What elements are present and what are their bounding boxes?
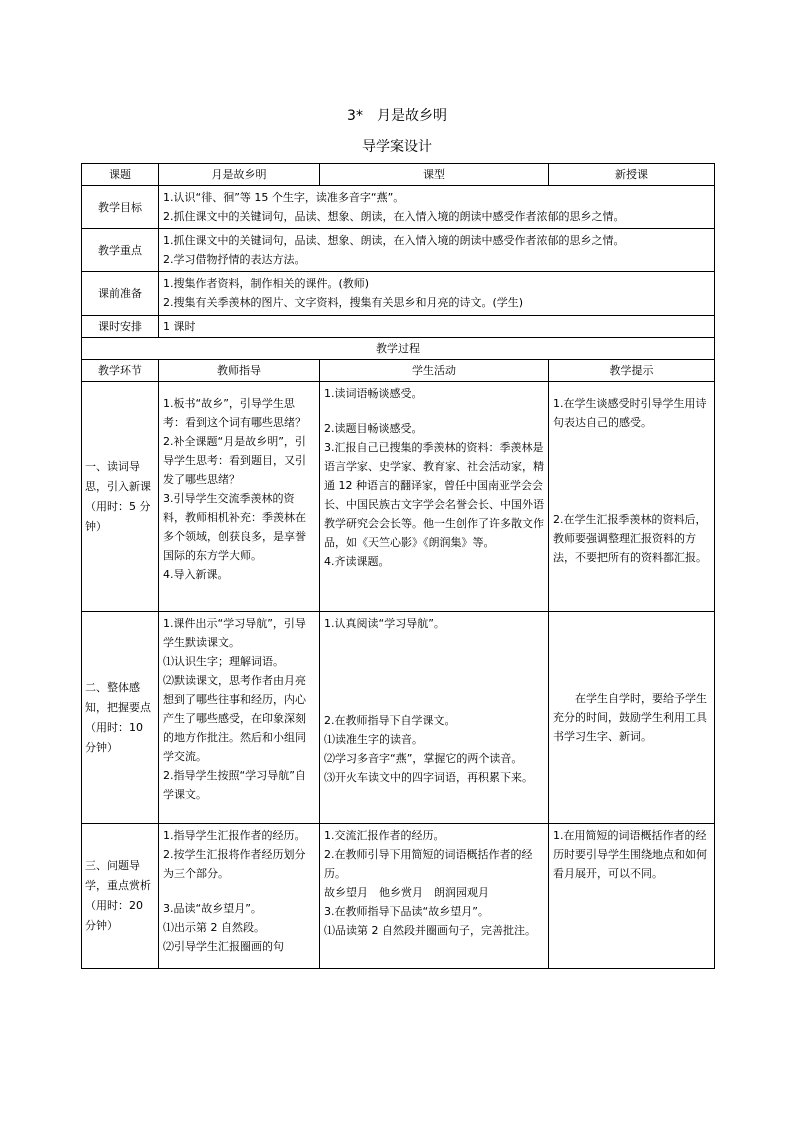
row2-student-5: ⑶开火车读文中的四字词语，再积累下来。 (324, 771, 533, 784)
row3-teacher-1: 1.指导学生汇报作者的经历。 (163, 829, 306, 842)
row3-tips (549, 824, 715, 969)
prep-content (159, 272, 715, 316)
goals-line-1: 1.认识“徘、徊”等 15 个生字，读准多音字“燕”。 (163, 191, 405, 204)
row2-teacher-3: ⑵默读课文，思考作者由月亮想到了哪些往事和经历，内心产生了哪些感受，在印象深刻的地方作批注。然后和小组同学交流。 (163, 674, 306, 763)
col-student: 学生活动 (320, 360, 549, 382)
page-title: 3* 月是故乡明 (347, 108, 447, 124)
row2-tip-1: 在学生自学时，要给予学生充分的时间，鼓励学生利用工具书学习生字、新词。 (553, 692, 707, 743)
row1-teacher-1: 1.板书“故乡”，引导学生思考：看到这个词有哪些思绪？ (163, 397, 306, 429)
row3-student-3: 故乡望月 他乡赏月 朗润园观月 (324, 886, 489, 899)
header-type-value: 新授课 (549, 164, 715, 186)
process-title: 教学过程 (82, 338, 715, 360)
row3-student-5: ⑴品读第 2 自然段并圈画句子，完善批注。 (324, 924, 536, 937)
row2-stage: 二、整体感知，把握要点（用时：10 分钟） (82, 612, 159, 824)
prep-label: 课前准备 (82, 272, 159, 316)
row1-student-4: 4.齐读课题。 (324, 555, 390, 568)
header-topic-label: 课题 (82, 164, 159, 186)
row2-student-1: 1.认真阅读“学习导航”。 (324, 617, 445, 630)
row2-teacher (159, 612, 320, 824)
row2-student-4: ⑵学习多音字“燕”，掌握它的两个读音。 (324, 752, 523, 765)
row1-stage: 一、读词导思，引入新课（用时：5 分钟） (82, 382, 159, 612)
key-line-1: 1.抓住课文中的关键词句，品读、想象、朗读，在入情入境的朗读中感受作者浓郁的思乡之情。 (163, 234, 625, 247)
row3-teacher-2: 2.按学生汇报将作者经历划分为三个部分。 (163, 848, 306, 880)
row1-student-2: 2.读题目畅谈感受。 (324, 422, 423, 435)
goals-label: 教学目标 (82, 186, 159, 229)
row3-student-4: 3.在教师指导下品读“故乡望月”。 (324, 905, 489, 918)
row2-teacher-2: ⑴认识生字；理解词语。 (163, 655, 284, 668)
lesson-plan-table (81, 163, 715, 969)
page-subtitle: 导学案设计 (362, 139, 432, 155)
row2-student (320, 612, 549, 824)
goals-content (159, 186, 715, 229)
row3-tip-1: 1.在用简短的词语概括作者的经历时要引导学生围绕地点和如何看月展开，可以不同。 (553, 829, 707, 880)
row1-teacher-3: 3.引导学生交流季羡林的资料，教师相机补充：季羡林在多个领域，创获良多，是享誉国际的东方学大师。 (163, 492, 306, 562)
row2-teacher-1: 1.课件出示“学习导航”，引导学生默读课文。 (163, 617, 306, 649)
row1-student-3: 3.汇报自己已搜集的季羡林的资料：季羡林是语言学家、史学家、教育家、社会活动家，精通 12 种语言的翻译家，曾任中国南亚学会会长、中国民族古文字学会名誉会长、中国外语教学研究会会长等。他一生创作了许多散文作品，如《天竺心影》《朗润集》等。 (324, 441, 544, 549)
col-stage: 教学环节 (82, 360, 159, 382)
row3-teacher-3: 3.品读“故乡望月”。 (163, 902, 262, 915)
row1-teacher-4: 4.导入新课。 (163, 568, 229, 581)
row1-student (320, 382, 549, 612)
prep-line-1: 1.搜集作者资料，制作相关的课件。(教师) (163, 277, 370, 290)
row2-teacher-4: 2.指导学生按照“学习导航”自学课文。 (163, 769, 306, 801)
row1-tips (549, 382, 715, 612)
row2-tips (549, 612, 715, 824)
header-topic-value: 月是故乡明 (159, 164, 320, 186)
row1-tip-2: 2.在学生汇报季羡林的资料后，教师要强调整理汇报资料的方法，不要把所有的资料都汇报。 (553, 513, 707, 564)
row2-student-2: 2.在教师指导下自学课文。 (324, 714, 456, 727)
schedule-label: 课时安排 (82, 316, 159, 338)
prep-line-2: 2.搜集有关季羡林的图片、文字资料，搜集有关思乡和月亮的诗文。(学生) (163, 296, 524, 309)
row1-student-1: 1.读词语畅谈感受。 (324, 387, 423, 400)
col-tips: 教学提示 (549, 360, 715, 382)
row1-teacher (159, 382, 320, 612)
col-teacher: 教师指导 (159, 360, 320, 382)
key-line-2: 2.学习借物抒情的表达方法。 (163, 253, 306, 266)
key-label: 教学重点 (82, 229, 159, 272)
row3-student-1: 1.交流汇报作者的经历。 (324, 829, 445, 842)
goals-line-2: 2.抓住课文中的关键词句，品读、想象、朗读，在入情入境的朗读中感受作者浓郁的思乡之情。 (163, 210, 625, 223)
row3-student (320, 824, 549, 969)
row2-student-3: ⑴读准生字的读音。 (324, 733, 423, 746)
row3-teacher-5: ⑵引导学生汇报圈画的句 (163, 940, 284, 953)
row3-teacher-4: ⑴出示第 2 自然段。 (163, 921, 265, 934)
row1-teacher-2: 2.补全课题“月是故乡明”，引导学生思考：看到题目，又引发了哪些思绪？ (163, 435, 306, 486)
header-type-label: 课型 (320, 164, 549, 186)
row3-student-2: 2.在教师引导下用简短的词语概括作者的经历。 (324, 848, 533, 880)
row1-tip-1: 1.在学生谈感受时引导学生用诗句表达自己的感受。 (553, 397, 707, 429)
row3-stage: 三、问题导学，重点赏析（用时：20 分钟） (82, 824, 159, 969)
schedule-value: 1 课时 (159, 316, 715, 338)
key-content (159, 229, 715, 272)
row3-teacher (159, 824, 320, 969)
